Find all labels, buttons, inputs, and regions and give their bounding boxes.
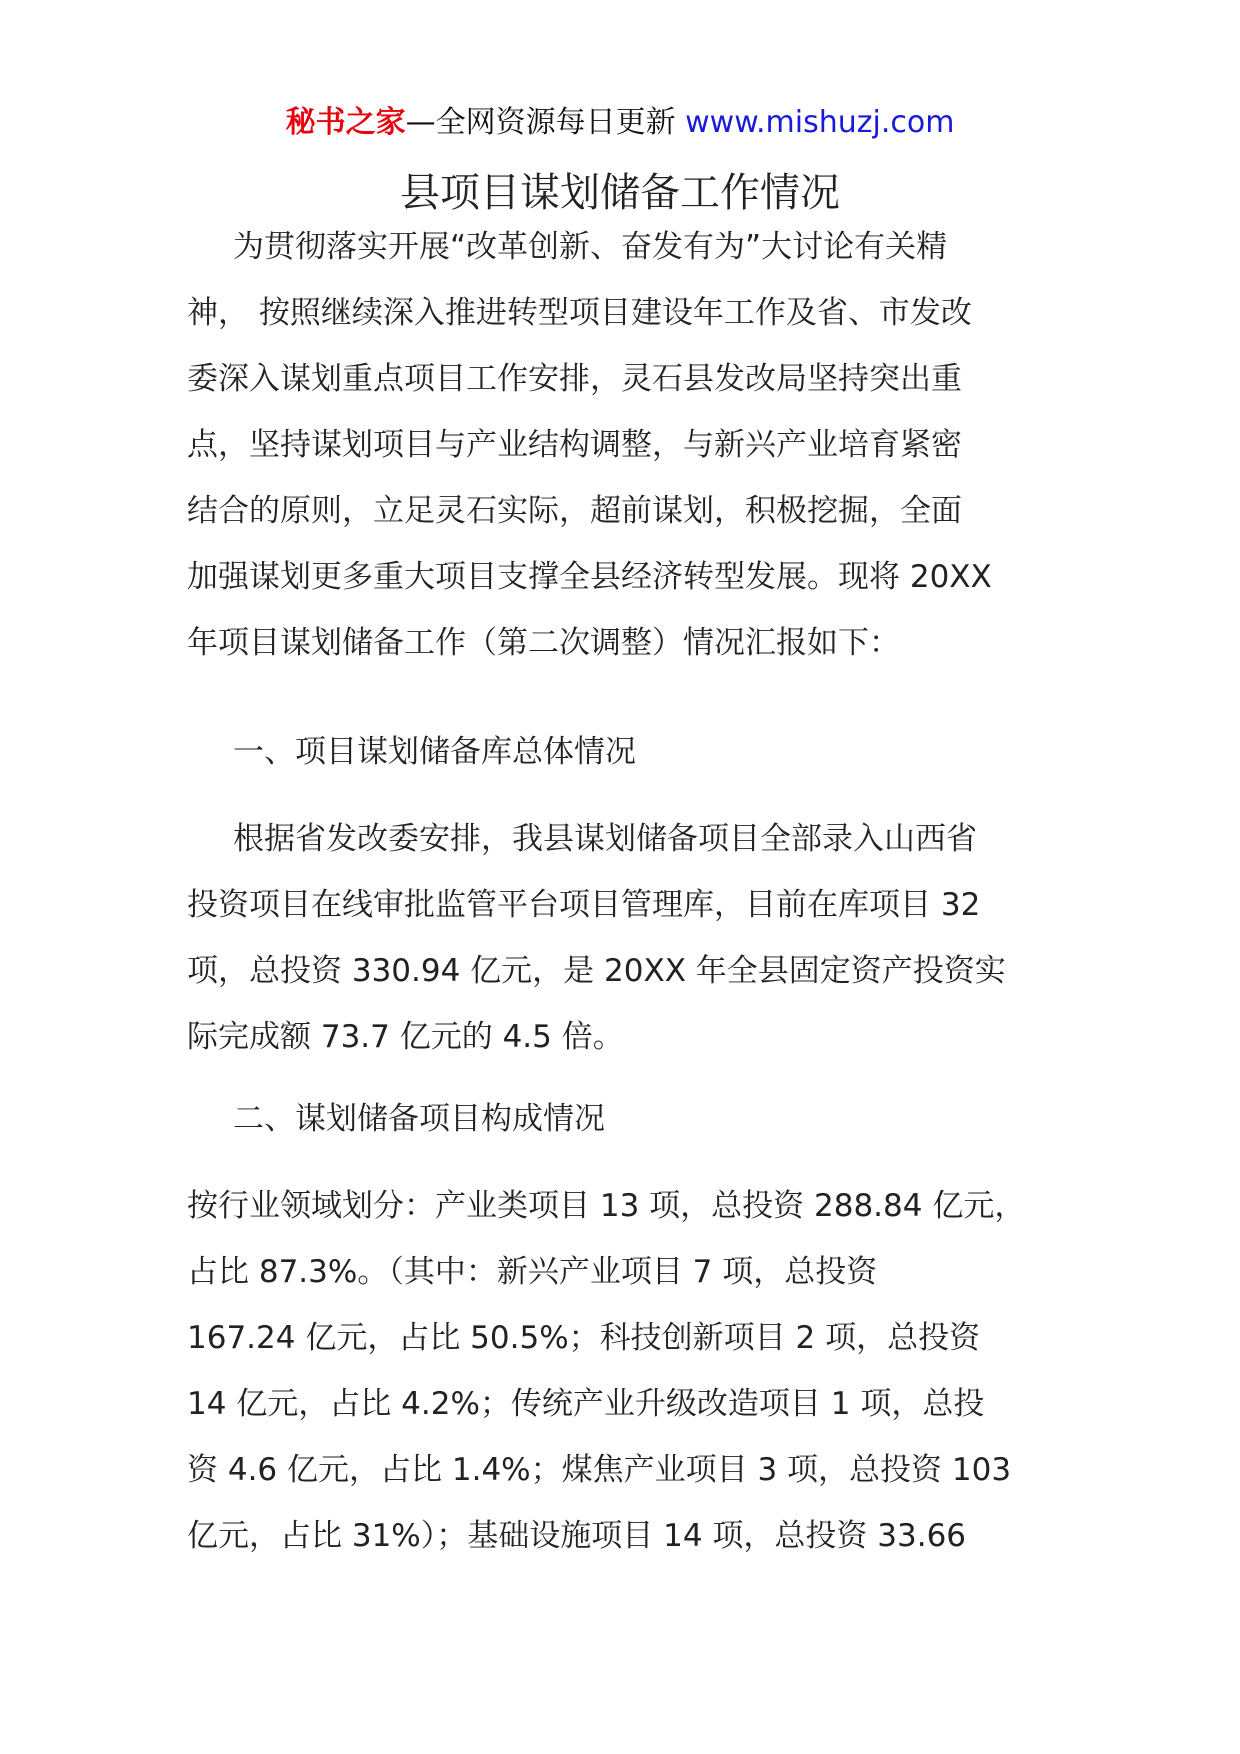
paragraph-line: 按行业领域划分：产业类项目 13 项，总投资 288.84 亿元， (187, 1188, 1026, 1224)
site-url-link[interactable]: www.mishuzj.com (685, 105, 955, 140)
paragraph-line: 神， 按照继续深入推进转型项目建设年工作及省、市发改 (187, 295, 972, 331)
paragraph-line: 14 亿元，占比 4.2%；传统产业升级改造项目 1 项，总投 (187, 1386, 985, 1422)
paragraph-line: 委深入谋划重点项目工作安排，灵石县发改局坚持突出重 (187, 361, 962, 397)
paragraph-line: 点，坚持谋划项目与产业结构调整，与新兴产业培育紧密 (187, 427, 962, 463)
section-heading-overview (187, 719, 1067, 785)
paragraph-line: 际完成额 73.7 亿元的 4.5 倍。 (187, 1019, 624, 1055)
paragraph-line: 年项目谋划储备工作（第二次调整）情况汇报如下： (187, 625, 900, 661)
paragraph-line: 根据省发改委安排，我县谋划储备项目全部录入山西省 (233, 821, 977, 857)
section-heading-composition (187, 1086, 1067, 1152)
paragraph-line: 为贯彻落实开展“改革创新、奋发有为”大讨论有关精 (233, 229, 948, 265)
paragraph-line: 加强谋划更多重大项目支撑全县经济转型发展。现将 20XX (187, 559, 992, 595)
paragraph-line: 项，总投资 330.94 亿元，是 20XX 年全县固定资产投资实 (187, 953, 1006, 989)
section-heading: 一、项目谋划储备库总体情况 (233, 734, 636, 770)
paragraph-line: 167.24 亿元，占比 50.5%；科技创新项目 2 项，总投资 (187, 1320, 981, 1356)
document-title: 县项目谋划储备工作情况 (400, 170, 840, 216)
paragraph-intro (187, 214, 1067, 676)
section-heading: 二、谋划储备项目构成情况 (233, 1101, 605, 1137)
site-header (0, 103, 1240, 143)
paragraph-composition (187, 1173, 1067, 1569)
paragraph-line: 占比 87.3%。（其中：新兴产业项目 7 项，总投资 (187, 1254, 878, 1290)
site-slogan: —全网资源每日更新 (405, 105, 676, 140)
site-brand: 秘书之家 (285, 105, 406, 140)
paragraph-line: 投资项目在线审批监管平台项目管理库，目前在库项目 32 (187, 887, 981, 923)
paragraph-line: 资 4.6 亿元，占比 1.4%；煤焦产业项目 3 项，总投资 103 (187, 1452, 1012, 1488)
paragraph-line: 亿元，占比 31%）；基础设施项目 14 项，总投资 33.66 (187, 1518, 967, 1554)
paragraph-line: 结合的原则，立足灵石实际，超前谋划，积极挖掘，全面 (187, 493, 962, 529)
paragraph-overview (187, 806, 1067, 1070)
